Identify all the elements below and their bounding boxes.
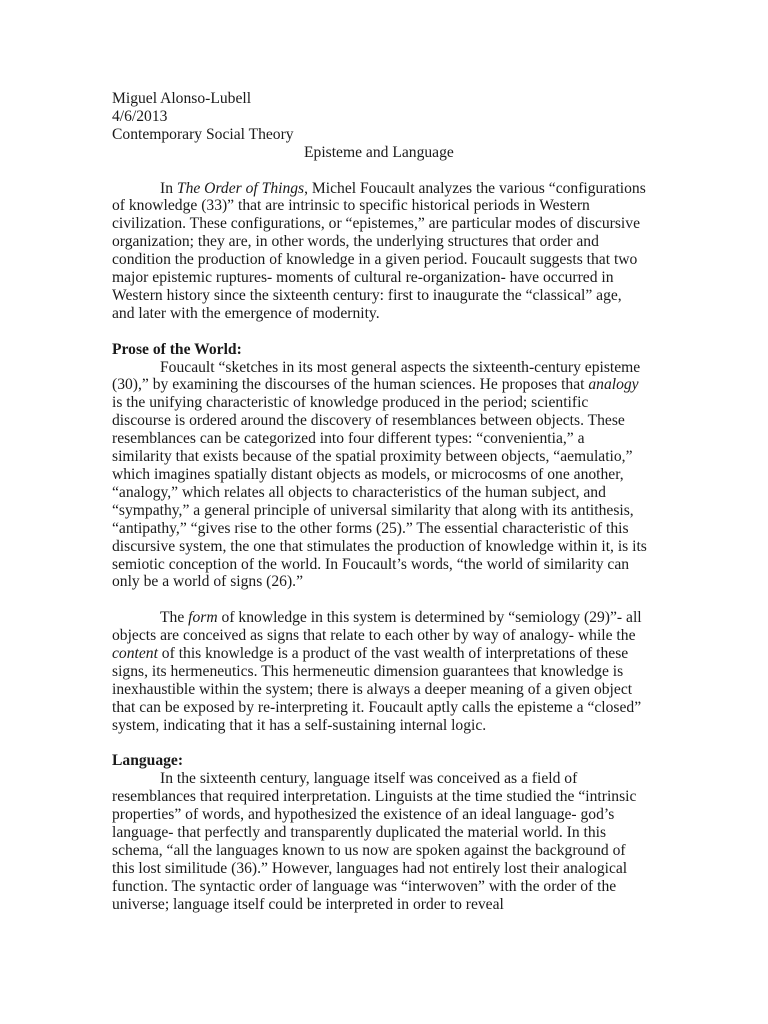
emphasis: form bbox=[188, 609, 218, 627]
spacer bbox=[112, 591, 648, 609]
emphasis: content bbox=[112, 645, 158, 663]
course-name: Contemporary Social Theory bbox=[112, 125, 294, 143]
section-heading-language: Language: bbox=[112, 752, 184, 770]
document-title: Episteme and Language bbox=[304, 143, 454, 161]
section-heading-prose: Prose of the World: bbox=[112, 340, 242, 358]
intro-paragraph bbox=[112, 180, 648, 323]
text-run: The bbox=[160, 609, 189, 627]
spacer bbox=[112, 323, 648, 341]
text-run: Foucault “sketches in its most general aspects the sixteenth-century episteme (30),” by examining the discourses of the human sciences. He proposes that bbox=[112, 358, 641, 394]
text-run: , Michel Foucault analyzes the various “configurations of knowledge (33)” that are intrinsic to specific historical periods in Western civilization. These configurations, or “epistemes,” are particular modes of discursive organization; they are, in other words, the underlying structures that order and condition the production of knowledge in a given period. Foucault suggests that two major epistemic ruptures- moments of cultural re-organization- have occurred in Western history since the sixteenth century: first to inaugurate the “classical” age, and later with the emergence of modernity. bbox=[112, 179, 646, 322]
text-run: of this knowledge is a product of the vast wealth of interpretations of these signs, its hermeneutics. This hermeneutic dimension guarantees that knowledge is inexhaustible within the system; there is always a deeper meaning of a given object that can be exposed by re-interpreting it. Foucault aptly calls the episteme a “closed” system, indicating that it has a self-sustaining internal logic. bbox=[112, 645, 642, 734]
author-name: Miguel Alonso-Lubell bbox=[112, 90, 252, 107]
document-date: 4/6/2013 bbox=[112, 107, 168, 125]
text-run: of knowledge in this system is determined by “semiology (29)”- all objects are conceived as signs that relate to each other by way of analogy- while the bbox=[112, 609, 642, 645]
prose-paragraph-2 bbox=[112, 609, 648, 734]
book-title: The Order of Things bbox=[176, 179, 305, 197]
emphasis: analogy bbox=[588, 376, 639, 394]
language-paragraph-1: In the sixteenth century, language itself was conceived as a field of resemblances that required interpretation. Linguists at the time studied the “intrinsic properties” of words, and hypothesized the existence of an ideal language- god’s language- that perfectly and transparently duplicated the material world. In this schema, “all the languages known to us now are spoken against the background of this lost similitude (36).” However, languages had not entirely lost their analogical function. The syntactic order of language was “interwoven” with the order of the universe; language itself could be interpreted in order to reveal bbox=[112, 770, 637, 913]
text-run: In bbox=[160, 179, 177, 197]
spacer bbox=[112, 735, 648, 753]
prose-paragraph-1 bbox=[112, 359, 648, 592]
text-run: is the unifying characteristic of knowledge produced in the period; scientific discourse is ordered around the discovery of resemblances between objects. These resemblances can be categorized into four different types: “convenientia,” a similarity that exists because of the spatial proximity between objects, “aemulatio,” which imagines spatially distant objects as models, or microcosms of one another, “analogy,” which relates all objects to characteristics of the human subject, and “sympathy,” a general principle of universal similarity that along with its antithesis, “antipathy,” “gives rise to the other forms (25).” The essential characteristic of this discursive system, the one that stimulates the production of knowledge within it, is its semiotic conception of the world. In Foucault’s words, “the world of similarity can only be a world of signs (26).” bbox=[112, 394, 647, 591]
spacer bbox=[112, 162, 648, 180]
